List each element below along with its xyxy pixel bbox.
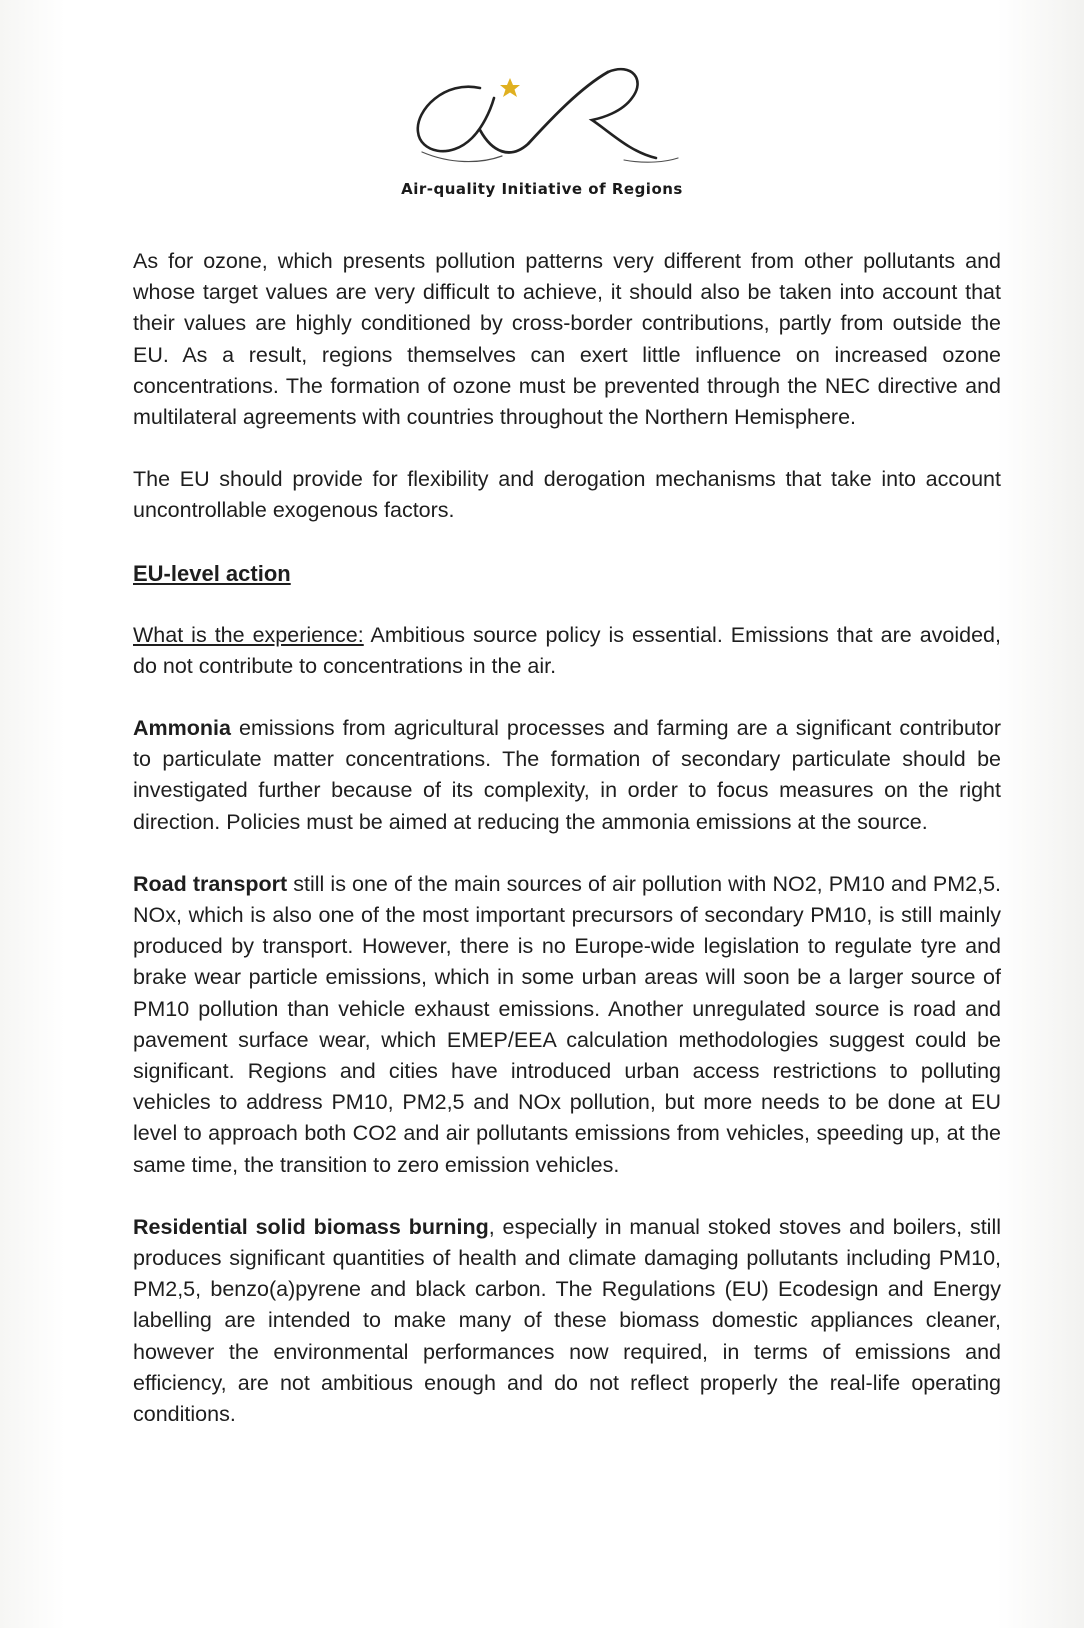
experience-text: Ambitious source policy is essential. Emissions that are avoided, do not contribute to concentrations in the air. [133,622,1001,678]
star-icon [500,78,520,97]
document-header [0,60,1084,210]
ammonia-text: emissions from agricultural processes and farming are a significant contributor to particulate matter concentrations. The formation of secondary particulate should be investigated further because of its complexity, in order to focus measures on the right direction. Policies must be aimed at reducing the ammonia emissions at the source. [133,716,1001,834]
document-body [133,246,1001,1430]
section-heading-eu-level-action: EU-level action [133,560,291,586]
org-name: Air-quality Initiative of Regions [401,180,683,198]
paragraph-biomass [133,1212,1001,1430]
experience-label: What is the experience: [133,622,364,647]
biomass-text: , especially in manual stoked stoves and boilers, still produces significant quantities of health and climate damaging pollutants including PM10, PM2,5, benzo(a)pyrene and black carbon. The Regulations (EU) Ecodesign and Energy labelling are intended to make many of these biomass domestic appliances cleaner, however the environmental performances now required, in terms of emissions and efficiency, are not ambitious enough and do not reflect properly the real-life operating conditions. [133,1214,1002,1427]
paragraph-experience [133,620,1001,682]
ammonia-label: Ammonia [133,716,231,741]
paragraph-flexibility: The EU should provide for flexibility and derogation mechanisms that take into account uncontrollable exogenous factors. [133,467,1001,523]
paragraph-ozone: As for ozone, which presents pollution patterns very different from other pollutants and whose target values are very difficult to achieve, it should also be taken into account that their values are highly conditioned by cross-border contributions, partly from outside the EU. As a result, regions themselves can exert little influence on increased ozone concentrations. The formation of ozone must be prevented through the NEC directive and multilateral agreements with countries throughout the Northern Hemisphere. [133,249,1001,430]
paragraph-ammonia [133,713,1001,838]
biomass-label: Residential solid biomass burning [133,1214,489,1239]
road-transport-label: Road transport [133,871,288,896]
road-transport-text: still is one of the main sources of air pollution with NO2, PM10 and PM2,5. NOx, which is also one of the most important precursors of secondary PM10, is still mainly produced by transport. However, there is no Europe-wide legislation to regulate tyre and brake wear particle emissions, which in some urban areas will soon be a larger source of PM10 pollution than vehicle exhaust emissions. Another unregulated source is road and pavement surface wear, which EMEP/EEA calculation methodologies suggest could be significant. Regions and cities have introduced urban access restrictions to polluting vehicles to address PM10, PM2,5 and NOx pollution, but more needs to be done at EU level to approach both CO2 and air pollutants emissions from vehicles, speeding up, at the same time, the transition to zero emission vehicles. [133,871,1001,1177]
air-logo [410,60,700,180]
paragraph-road-transport [133,869,1001,1181]
